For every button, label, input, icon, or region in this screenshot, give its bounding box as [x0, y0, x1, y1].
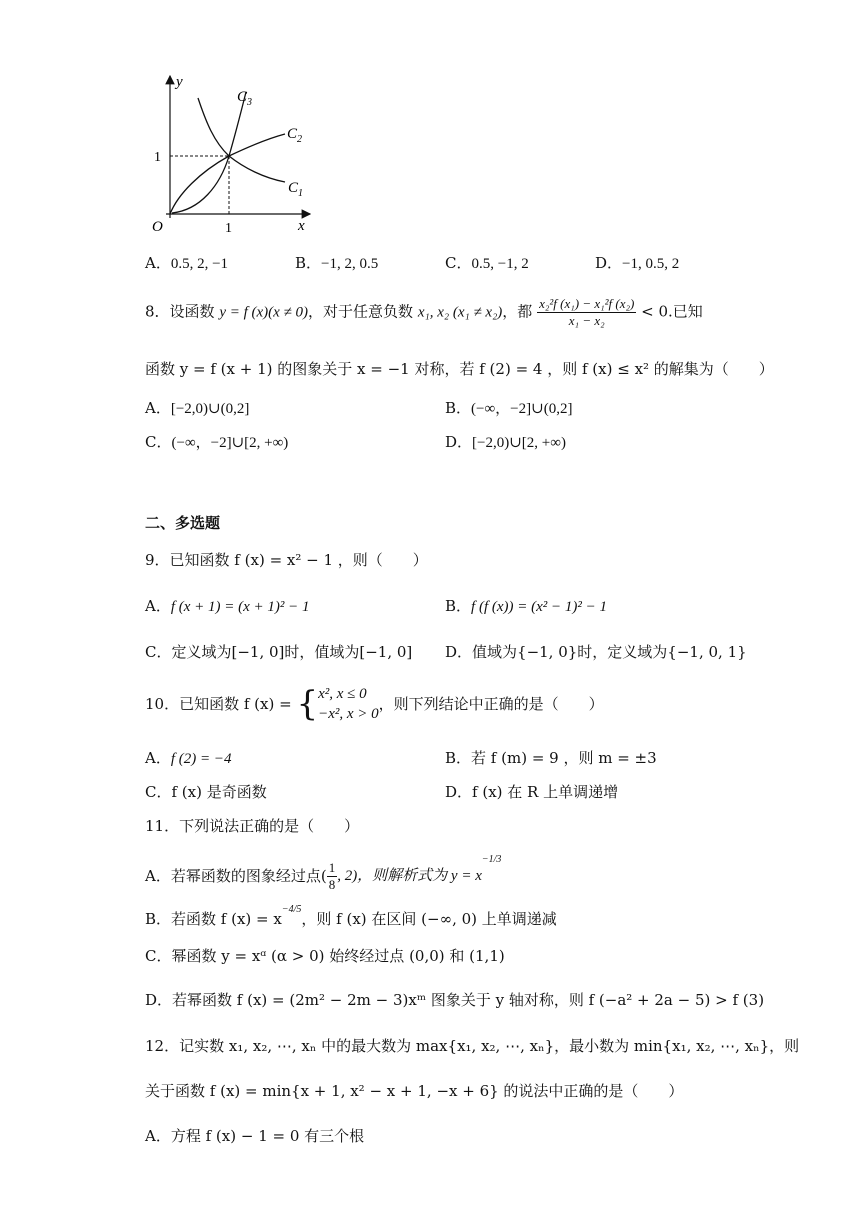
q11-option-c[interactable]: C．幂函数 y = xᵅ (α > 0) 始终经过点 (0,0) 和 (1,1)	[145, 947, 505, 965]
q8-tail: < 0.已知	[636, 302, 703, 321]
q11-b-exponent: −4/5	[281, 904, 302, 915]
option-label: C．	[145, 783, 172, 801]
option-text: (−∞，−2]∪(0,2]	[471, 401, 573, 417]
option-text: 定义域为[−1, 0]时，值域为[−1, 0]	[171, 643, 413, 661]
q11-a-exponent: −1/3	[481, 854, 502, 865]
q10-cases	[318, 684, 379, 724]
q10-option-d[interactable]	[445, 782, 618, 802]
q7-option-d[interactable]	[595, 253, 679, 274]
option-label: C．	[445, 254, 472, 272]
q11-stem: 11．下列说法正确的是（ ）	[145, 817, 360, 835]
x-tick-1: 1	[225, 221, 232, 236]
q8-option-a[interactable]	[145, 398, 249, 419]
q8-fraction	[537, 296, 636, 329]
option-label: D．	[445, 643, 473, 661]
option-text: f (x + 1) = (x + 1)² − 1	[170, 599, 310, 615]
option-label: A．	[145, 597, 171, 615]
option-label: B．	[445, 749, 472, 767]
q11-option-b[interactable]	[145, 900, 557, 929]
q10-option-b[interactable]	[445, 748, 657, 768]
origin-label: O	[152, 219, 163, 235]
option-text: −1, 0.5, 2	[622, 256, 680, 272]
q9-option-d[interactable]	[445, 642, 747, 662]
c3-label: $C_3$	[237, 89, 253, 108]
curve-c3	[172, 92, 246, 213]
q11-a-frac-num: 1	[328, 859, 336, 875]
q8-vars: x₁, x₂ (x₁ ≠ x₂)	[417, 304, 503, 321]
option-label: A．	[145, 254, 171, 272]
function-graph	[140, 68, 320, 240]
section-title: 二、多选题	[145, 514, 221, 532]
c2-label: $C_2$	[287, 126, 303, 145]
q11-b-tail: ，则 f (x) 在区间 (−∞, 0) 上单调递减	[301, 910, 557, 928]
c1-label: $C_1$	[288, 180, 304, 199]
q8-prefix: 8．设函数	[145, 302, 220, 321]
q11-a-fraction	[327, 860, 338, 893]
q8-option-d[interactable]	[445, 432, 566, 453]
y-tick-1: 1	[154, 150, 161, 165]
option-text: 0.5, −1, 2	[471, 256, 529, 272]
q8-line2: 函数 y = f (x + 1) 的图象关于 x = −1 对称，若 f (2) = 4 ，则 f (x) ≤ x² 的解集为（ ）	[145, 360, 774, 378]
q10-tail: ，则下列结论中正确的是（ ）	[378, 695, 604, 713]
q10-stem	[145, 684, 604, 728]
option-label: B．	[295, 254, 322, 272]
q11-a-prefix: A．若幂函数的图象经过点(	[145, 867, 327, 885]
option-text: [−2,0)∪(0,2]	[170, 401, 250, 417]
option-label: D．	[595, 254, 623, 272]
q10-case1: x², x ≤ 0	[318, 686, 367, 702]
option-text: f (x) 是奇函数	[171, 783, 267, 801]
q11-a-mid: , 2)，则解析式为 y = x	[337, 868, 482, 884]
q7-option-c[interactable]	[445, 253, 529, 274]
q8-frac-den: x₁ − x₂	[568, 313, 605, 328]
option-label: C．	[145, 643, 172, 661]
q11-option-d[interactable]: D．若幂函数 f (x) = (2m² − 2m − 3)xᵐ 图象关于 y 轴对称，则 f (−a² + 2a − 5) > f (3)	[145, 991, 765, 1009]
q8-mid1: ，对于任意负数	[308, 302, 418, 321]
x-axis-label: x	[298, 218, 305, 234]
q10-brace: {	[296, 684, 319, 724]
option-text: (−∞，−2]∪[2, +∞)	[171, 435, 289, 451]
q9-stem: 9．已知函数 f (x) = x² − 1 ，则（ ）	[145, 551, 428, 569]
q8-option-c[interactable]	[145, 432, 288, 453]
q10-option-c[interactable]	[145, 782, 267, 802]
q9-option-c[interactable]	[145, 642, 412, 662]
option-text: f (2) = −4	[170, 751, 232, 767]
q8-stem	[145, 296, 703, 329]
q8-mid2: ，都	[502, 302, 538, 321]
q10-option-a[interactable]	[145, 748, 232, 769]
q12-option-a[interactable]: A．方程 f (x) − 1 = 0 有三个根	[145, 1127, 365, 1145]
option-label: A．	[145, 749, 171, 767]
option-label: B．	[445, 399, 472, 417]
q11-a-frac-den: 8	[328, 876, 336, 892]
q8-func: y = f (x)(x ≠ 0)	[219, 304, 309, 321]
q12-line2: 关于函数 f (x) = min{x + 1, x² − x + 1, −x + 6} 的说法中正确的是（ ）	[145, 1082, 684, 1100]
curve-c2	[170, 134, 285, 214]
y-axis-label: y	[176, 74, 183, 90]
q9-option-b[interactable]	[445, 596, 607, 617]
q9-option-a[interactable]	[145, 596, 310, 617]
option-text: f (f (x)) = (x² − 1)² − 1	[471, 599, 608, 615]
option-text: f (x) 在 R 上单调递增	[472, 783, 619, 801]
option-text: 0.5, 2, −1	[170, 256, 229, 272]
q10-case2: −x², x > 0	[318, 706, 379, 722]
q7-option-a[interactable]	[145, 253, 228, 274]
q7-option-b[interactable]	[295, 253, 378, 274]
option-label: B．	[445, 597, 472, 615]
option-label: A．	[145, 399, 171, 417]
q12-line1: 12．记实数 x₁, x₂, ⋯, xₙ 中的最大数为 max{x₁, x₂, ⋯, xₙ}，最小数为 min{x₁, x₂, ⋯, xₙ}，则	[145, 1037, 800, 1055]
q10-prefix: 10．已知函数 f (x) =	[145, 695, 297, 713]
q11-option-a[interactable]	[145, 850, 501, 893]
q8-option-b[interactable]	[445, 398, 572, 419]
option-text: [−2,0)∪[2, +∞)	[472, 435, 566, 451]
option-label: D．	[445, 433, 473, 451]
option-label: D．	[445, 783, 473, 801]
q11-b-prefix: B．若函数 f (x) = x	[145, 910, 282, 928]
option-text: 值域为{−1, 0}时，定义域为{−1, 0, 1}	[472, 643, 747, 661]
option-label: C．	[145, 433, 172, 451]
option-text: −1, 2, 0.5	[321, 256, 379, 272]
q8-frac-num: x₂²f (x₁) − x₁²f (x₂)	[539, 296, 635, 311]
option-text: 若 f (m) = 9 ，则 m = ±3	[471, 749, 657, 767]
